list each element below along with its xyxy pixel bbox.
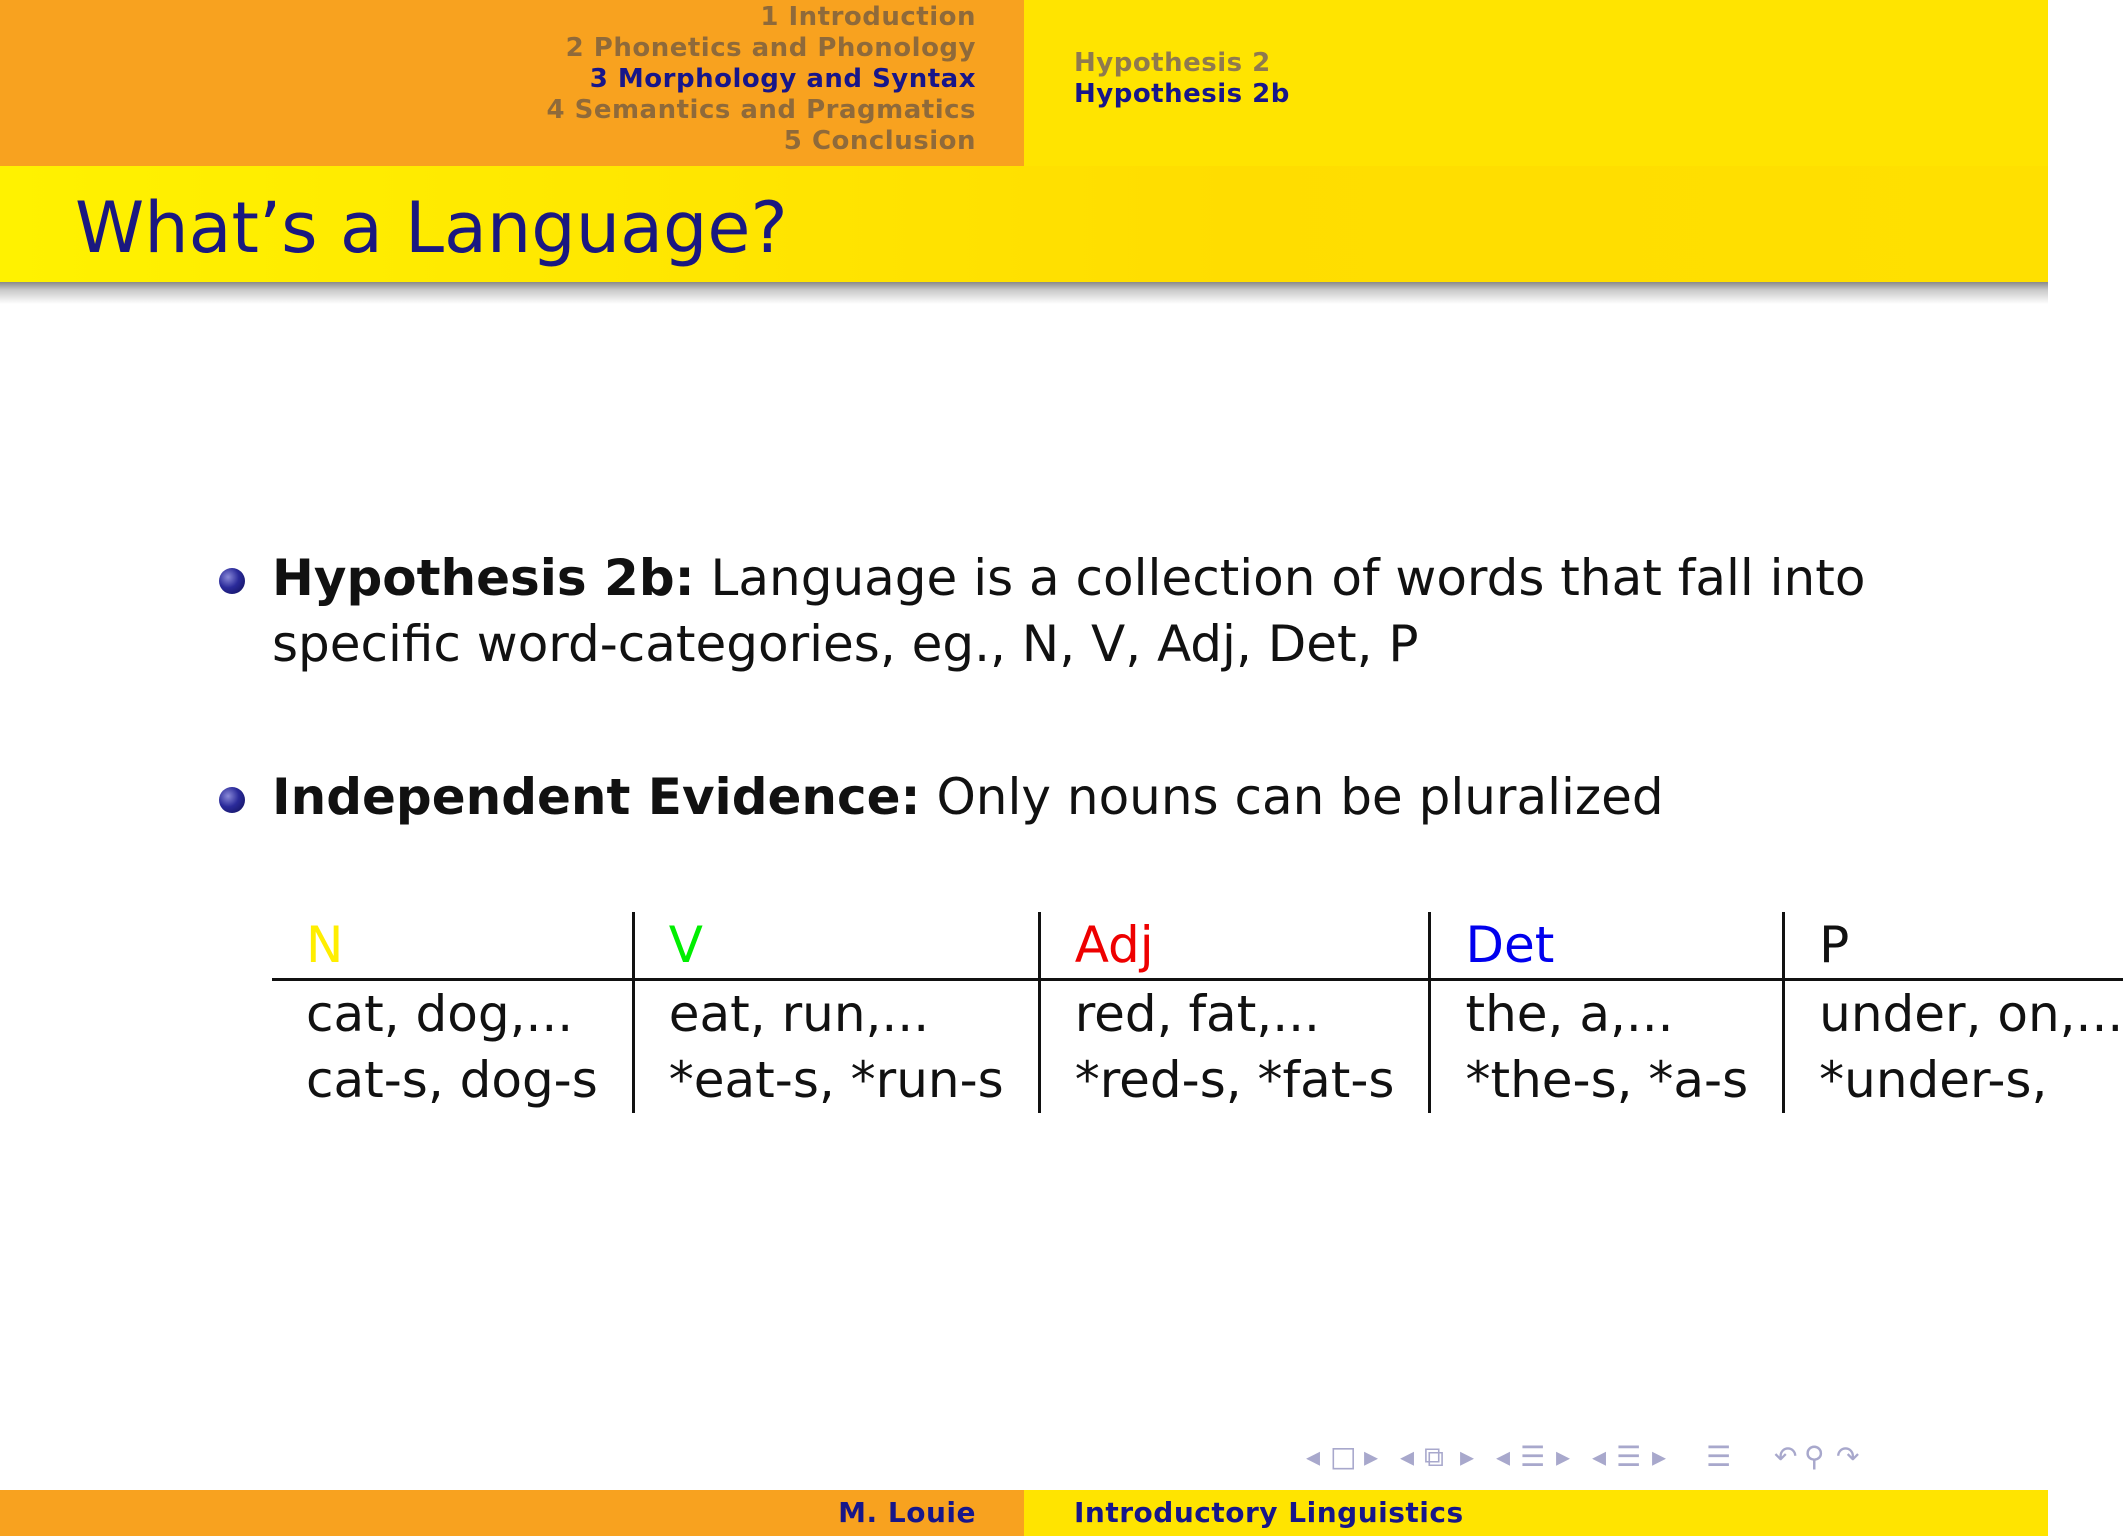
beamer-footer (0, 1490, 2048, 1536)
frame-title-bar (0, 166, 2048, 282)
nav-back-icon[interactable]: ↶ (1774, 1440, 1798, 1473)
nav-subsection-icon[interactable]: ☰ (1520, 1440, 1546, 1473)
column-header-verb: V (633, 912, 1039, 980)
nav-next-subsection-icon[interactable]: ▸ (1556, 1440, 1571, 1473)
bullet-label: Independent Evidence: (272, 768, 921, 826)
table-cell: cat, dog,... (306, 985, 574, 1043)
nav-search-icon[interactable]: ⚲ (1804, 1440, 1825, 1473)
nav-forward-icon[interactable]: ↷ (1836, 1440, 1860, 1473)
table-cell: cat-s, dog-s (306, 1051, 598, 1109)
footer-author-box (0, 1490, 1024, 1536)
nav-prev-subsection-icon[interactable]: ◂ (1496, 1440, 1511, 1473)
section-link-conclusion[interactable]: 5 Conclusion (783, 126, 976, 156)
table-cell: under, on,... (1784, 980, 2123, 1048)
bullet-hypothesis (272, 545, 1865, 677)
nav-next-section-icon[interactable]: ▸ (1652, 1440, 1667, 1473)
bullet-text: Only nouns can be pluralized (936, 768, 1664, 826)
table-row (272, 980, 2123, 1048)
bullet-text: Language is a collection of words that fall into (710, 549, 1866, 607)
table-cell: *red-s, *fat-s (1039, 1047, 1430, 1113)
bullet-icon (219, 787, 245, 813)
footer-author: M. Louie (838, 1496, 976, 1529)
footer-title-box (1024, 1490, 2048, 1536)
nav-slide-icon[interactable]: □ (1330, 1440, 1357, 1473)
nav-prev-slide-icon[interactable]: ◂ (1306, 1440, 1321, 1473)
nav-prev-frame-icon[interactable]: ◂ (1400, 1440, 1415, 1473)
frame-title: What’s a Language? (75, 187, 788, 269)
nav-frame-icon[interactable]: ⧉ (1424, 1440, 1444, 1473)
subsection-link-hypothesis-2b[interactable]: Hypothesis 2b (1074, 79, 1290, 109)
word-category-table (272, 912, 2123, 1113)
table-header-row (272, 912, 2123, 980)
section-navigation (0, 0, 1024, 166)
nav-next-frame-icon[interactable]: ▸ (1460, 1440, 1475, 1473)
section-link-introduction[interactable]: 1 Introduction (760, 2, 976, 32)
bullet-label: Hypothesis 2b: (272, 549, 695, 607)
beamer-header (0, 0, 2048, 166)
nav-next-slide-icon[interactable]: ▸ (1364, 1440, 1379, 1473)
table-cell: eat, run,... (633, 980, 1039, 1048)
nav-prev-section-icon[interactable]: ◂ (1592, 1440, 1607, 1473)
table-cell: red, fat,... (1039, 980, 1430, 1048)
navigation-symbols (1300, 1440, 2040, 1480)
bullet-text-continued: specific word-categories, eg., N, V, Adj, Det, P (272, 615, 1419, 673)
column-header-determiner: Det (1430, 912, 1784, 980)
section-link-morphology[interactable]: 3 Morphology and Syntax (589, 64, 976, 94)
subsection-navigation (1024, 0, 2048, 166)
column-header-preposition: P (1784, 912, 2123, 980)
section-link-semantics[interactable]: 4 Semantics and Pragmatics (546, 95, 976, 125)
subsection-link-hypothesis-2[interactable]: Hypothesis 2 (1074, 48, 1271, 78)
column-header-adjective: Adj (1039, 912, 1430, 980)
column-header-noun: N (272, 912, 633, 980)
table-cell: *eat-s, *run-s (633, 1047, 1039, 1113)
bullet-icon (219, 568, 245, 594)
table-cell: the, a,... (1430, 980, 1784, 1048)
bullet-evidence (272, 764, 1664, 830)
table-cell: *the-s, *a-s (1430, 1047, 1784, 1113)
nav-section-icon[interactable]: ☰ (1616, 1440, 1642, 1473)
footer-title: Introductory Linguistics (1074, 1496, 1464, 1529)
table-row (272, 1047, 2123, 1113)
title-shadow (0, 282, 2048, 304)
table-cell: *under-s, (1784, 1047, 2123, 1113)
nav-appendix-icon[interactable]: ☰ (1706, 1440, 1732, 1473)
section-link-phonetics[interactable]: 2 Phonetics and Phonology (565, 33, 976, 63)
